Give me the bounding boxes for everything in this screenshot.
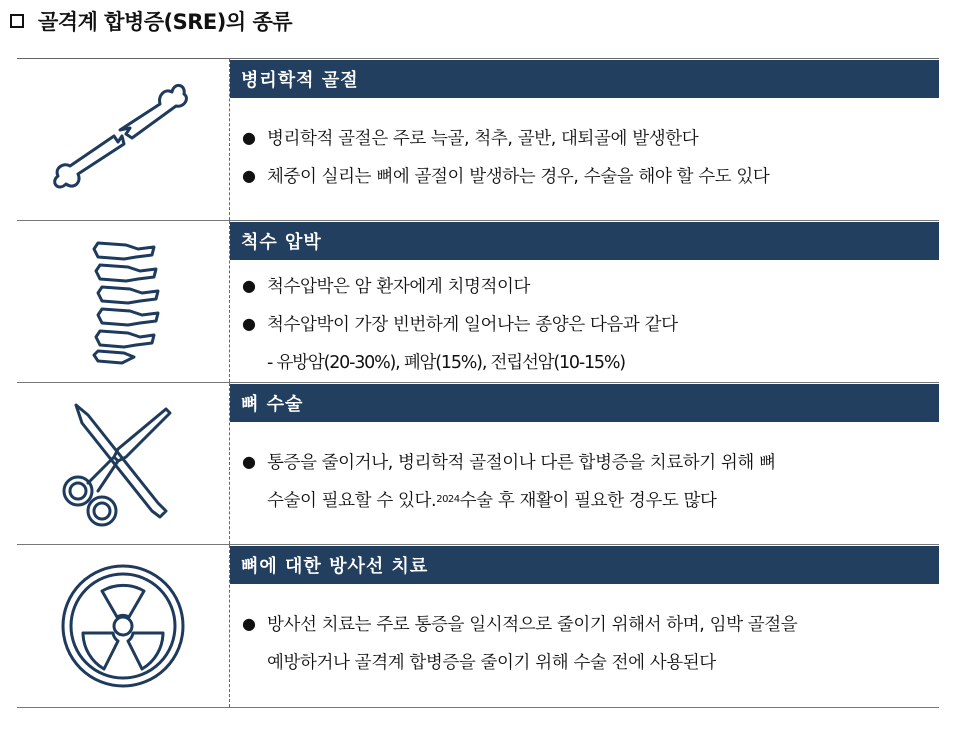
sub-list-item: - 유방암(20-30%), 폐암(15%), 전립선암(10-15%) xyxy=(267,352,625,373)
scalpel-scissors-icon xyxy=(48,399,198,529)
radiation-icon xyxy=(58,561,188,691)
section-heading: 뼈 수술 xyxy=(230,384,939,422)
section-heading: 뼈에 대한 방사선 치료 xyxy=(230,546,939,584)
spine-icon xyxy=(78,237,168,367)
table-row xyxy=(17,545,939,708)
page-title-text: 골격계 합병증(SRE)의 종류 xyxy=(38,10,293,34)
section-heading: 척수 압박 xyxy=(230,222,939,260)
list-item: ● 병리학적 골절은 주로 늑골, 척추, 골반, 대퇴골에 발생한다 xyxy=(242,127,699,149)
icon-cell xyxy=(17,221,230,382)
icon-cell xyxy=(17,59,230,220)
section-heading: 병리학적 골절 xyxy=(230,60,939,98)
list-item-continuation: 수술이 필요할 수 있다. 2024 수술 후 재활이 필요한 경우도 많다 xyxy=(267,490,717,511)
section-body xyxy=(230,422,939,544)
list-item-continuation: 예방하거나 골격계 합병증을 줄이기 위해 수술 전에 사용된다 xyxy=(267,653,716,673)
bullet-icon: ● xyxy=(242,127,256,147)
bullet-icon: ● xyxy=(242,165,256,185)
list-item: ● 통증을 줄이거나, 병리학적 골절이나 다른 합병증을 치료하기 위해 뼈 xyxy=(242,451,776,473)
table-row xyxy=(17,59,939,221)
bullet-icon: ● xyxy=(242,275,256,295)
table-row xyxy=(17,383,939,545)
icon-cell xyxy=(17,383,230,544)
table-row xyxy=(17,221,939,383)
list-item: ● 척수압박은 암 환자에게 치명적이다 xyxy=(242,275,531,297)
checkbox-icon xyxy=(10,14,24,28)
section-body xyxy=(230,98,939,220)
page-title xyxy=(10,6,292,36)
reference-superscript: 2024 xyxy=(436,493,460,505)
list-item: ● 척수압박이 가장 빈번하게 일어나는 종양은 다음과 같다 xyxy=(242,313,678,335)
sre-table xyxy=(17,58,939,708)
section-body xyxy=(230,260,939,382)
bullet-icon: ● xyxy=(242,451,256,471)
list-item: ● 방사선 치료는 주로 통증을 일시적으로 줄이기 위해서 하며, 임박 골절을 xyxy=(242,614,798,635)
section-body xyxy=(230,584,939,707)
icon-cell xyxy=(17,545,230,707)
fractured-bone-icon xyxy=(48,70,198,210)
bullet-icon: ● xyxy=(242,313,256,333)
list-item: ● 체중이 실리는 뼈에 골절이 발생하는 경우, 수술을 해야 할 수도 있다 xyxy=(242,165,770,187)
bullet-icon: ● xyxy=(242,614,256,633)
